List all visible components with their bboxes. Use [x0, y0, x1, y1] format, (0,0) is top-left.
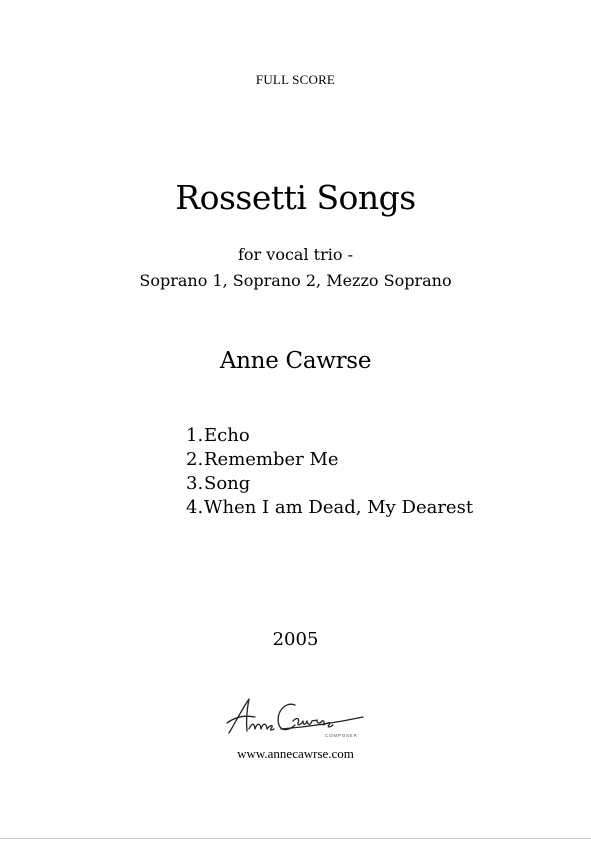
composer-name: Anne Cawrse	[219, 348, 372, 374]
list-item	[186, 448, 473, 472]
work-title: Rossetti Songs	[175, 178, 416, 217]
list-item	[186, 472, 473, 496]
song-number: 2.	[186, 449, 204, 470]
instrumentation-line-2: Soprano 1, Soprano 2, Mezzo Soprano	[139, 271, 452, 290]
song-number: 1.	[186, 425, 204, 446]
song-number: 4.	[186, 497, 204, 518]
logo-caption: COMPOSER	[325, 733, 358, 738]
song-title: When I am Dead, My Dearest	[204, 497, 474, 518]
score-type-label: FULL SCORE	[255, 72, 336, 87]
song-number: 3.	[186, 473, 204, 494]
composition-year: 2005	[272, 629, 319, 650]
list-item	[186, 496, 473, 520]
list-item	[186, 424, 473, 448]
instrumentation-line-1: for vocal trio -	[238, 245, 353, 264]
song-list	[186, 424, 473, 520]
signature-logo	[225, 693, 367, 741]
song-title: Echo	[204, 425, 250, 446]
page-edge-divider	[0, 838, 591, 839]
website-link[interactable]: www.annecawrse.com	[237, 746, 354, 761]
song-title: Song	[204, 473, 251, 494]
song-title: Remember Me	[204, 449, 339, 470]
